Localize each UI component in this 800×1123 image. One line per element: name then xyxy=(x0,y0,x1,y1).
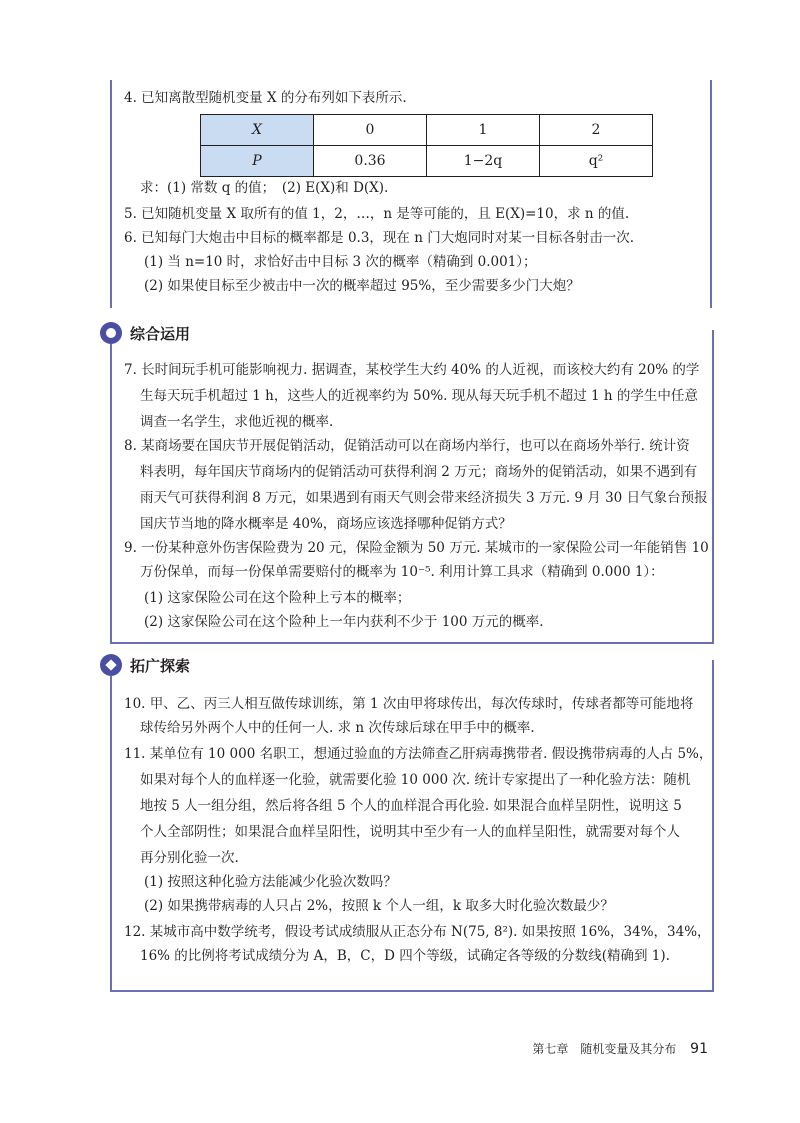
section-header-applications xyxy=(100,322,198,344)
q11-line: (2) 如果携带病毒的人只占 2%，按照 k 个人一组，k 取多大时化验次数最少？ xyxy=(144,898,614,914)
q9-line: 9. 一份某种意外伤害保险费为 20 元，保险金额为 50 万元. 某城市的一家保险公司一年能销售 10 xyxy=(124,540,709,556)
table-cell: 0.36 xyxy=(314,146,427,177)
q11-line: 如果对每个人的血样逐一化验，就需要化验 10 000 次. 统计专家提出了一种化验方法：随机 xyxy=(140,772,691,788)
q8-line: 料表明，每年国庆节商场内的促销活动可获得利润 2 万元；商场外的促销活动，如果不遇到有 xyxy=(140,464,698,480)
chapter-title: 第七章 随机变量及其分布 xyxy=(532,1042,677,1056)
q11-line: 再分别化验一次. xyxy=(140,850,239,866)
q8-line: 雨天气可获得利润 8 万元，如果遇到有雨天气则会带来经济损失 3 万元. 9 月 30 日气象台预报 xyxy=(140,490,708,506)
section-icon xyxy=(100,654,122,676)
q4-text: 4. 已知离散型随机变量 X 的分布列如下表所示. xyxy=(124,90,407,106)
table-cell: q² xyxy=(540,146,653,177)
section-title: 综合运用 xyxy=(130,324,191,343)
q6-part2: (2) 如果使目标至少被击中一次的概率超过 95%，至少需要多少门大炮？ xyxy=(144,278,580,294)
q11-line: (1) 按照这种化验方法能减少化验次数吗？ xyxy=(144,874,397,890)
q9-line: (2) 这家保险公司在这个险种上一年内获利不少于 100 万元的概率. xyxy=(144,614,544,630)
q6-part1: (1) 当 n=10 时，求恰好击中目标 3 次的概率（精确到 0.001）； xyxy=(144,254,537,270)
q8-line: 国庆节当地的降水概率是 40%，商场应该选择哪种促销方式？ xyxy=(140,516,512,532)
q7-line: 7. 长时间玩手机可能影响视力. 据调查，某校学生大约 40% 的人近视，而该校大约有 20% 的学 xyxy=(124,362,700,378)
section-header-extension xyxy=(100,654,198,676)
q11-line: 个人全部阴性；如果混合血样呈阳性，说明其中至少有一人的血样呈阳性，就需要对每个人 xyxy=(140,824,680,840)
table-row xyxy=(201,115,653,146)
q9-line: 万份保单，而每一份保单需要赔付的概率为 10⁻⁵. 利用计算工具求（精确到 0.000 1）： xyxy=(140,564,664,580)
q4-ask: 求：(1) 常数 q 的值； (2) E(X)和 D(X). xyxy=(140,180,389,196)
distribution-table xyxy=(200,114,653,177)
section-title: 拓广探索 xyxy=(130,656,191,675)
q11-line: 11. 某单位有 10 000 名职工，想通过验血的方法筛查乙肝病毒携带者. 假设携带病毒的人占 5%， xyxy=(124,746,713,762)
table-cell: P xyxy=(201,146,314,177)
q7-line: 调查一名学生，求他近视的概率. xyxy=(140,414,334,430)
page-footer xyxy=(532,1040,708,1057)
page-number: 91 xyxy=(690,1041,708,1057)
q7-line: 生每天玩手机超过 1 h，这些人的近视率约为 50%. 现从每天玩手机不超过 1 h 的学生中任意 xyxy=(140,388,698,404)
q8-line: 8. 某商场要在国庆节开展促销活动，促销活动可以在商场内举行，也可以在商场外举行. 统计资 xyxy=(124,438,690,454)
q6-text: 6. 已知每门大炮击中目标的概率都是 0.3，现在 n 门大炮同时对某一目标各射击一次. xyxy=(124,230,634,246)
table-cell: X xyxy=(201,115,314,146)
q10-line: 10. 甲、乙、丙三人相互做传球训练，第 1 次由甲将球传出，每次传球时，传球者都等可能地将 xyxy=(124,696,694,712)
q11-line: 地按 5 人一组分组，然后将各组 5 个人的血样混合再化验. 如果混合血样呈阴性，说明这 5 xyxy=(140,798,682,814)
q12-line: 16% 的比例将考试成绩分为 A，B，C，D 四个等级，试确定各等级的分数线(精确到 1). xyxy=(140,948,670,964)
table-cell: 0 xyxy=(314,115,427,146)
table-cell: 2 xyxy=(540,115,653,146)
q12-line: 12. 某城市高中数学统考，假设考试成绩服从正态分布 N(75, 8²). 如果按照 16%，34%，34%， xyxy=(124,924,711,940)
q5-text: 5. 已知随机变量 X 取所有的值 1，2，…，n 是等可能的，且 E(X)=10，求 n 的值. xyxy=(124,206,630,222)
section-icon xyxy=(100,322,122,344)
table-cell: 1−2q xyxy=(427,146,540,177)
q9-line: (1) 这家保险公司在这个险种上亏本的概率； xyxy=(144,590,411,606)
q10-line: 球传给另外两个人中的任何一人. 求 n 次传球后球在甲手中的概率. xyxy=(140,720,535,736)
table-cell: 1 xyxy=(427,115,540,146)
table-row xyxy=(201,146,653,177)
